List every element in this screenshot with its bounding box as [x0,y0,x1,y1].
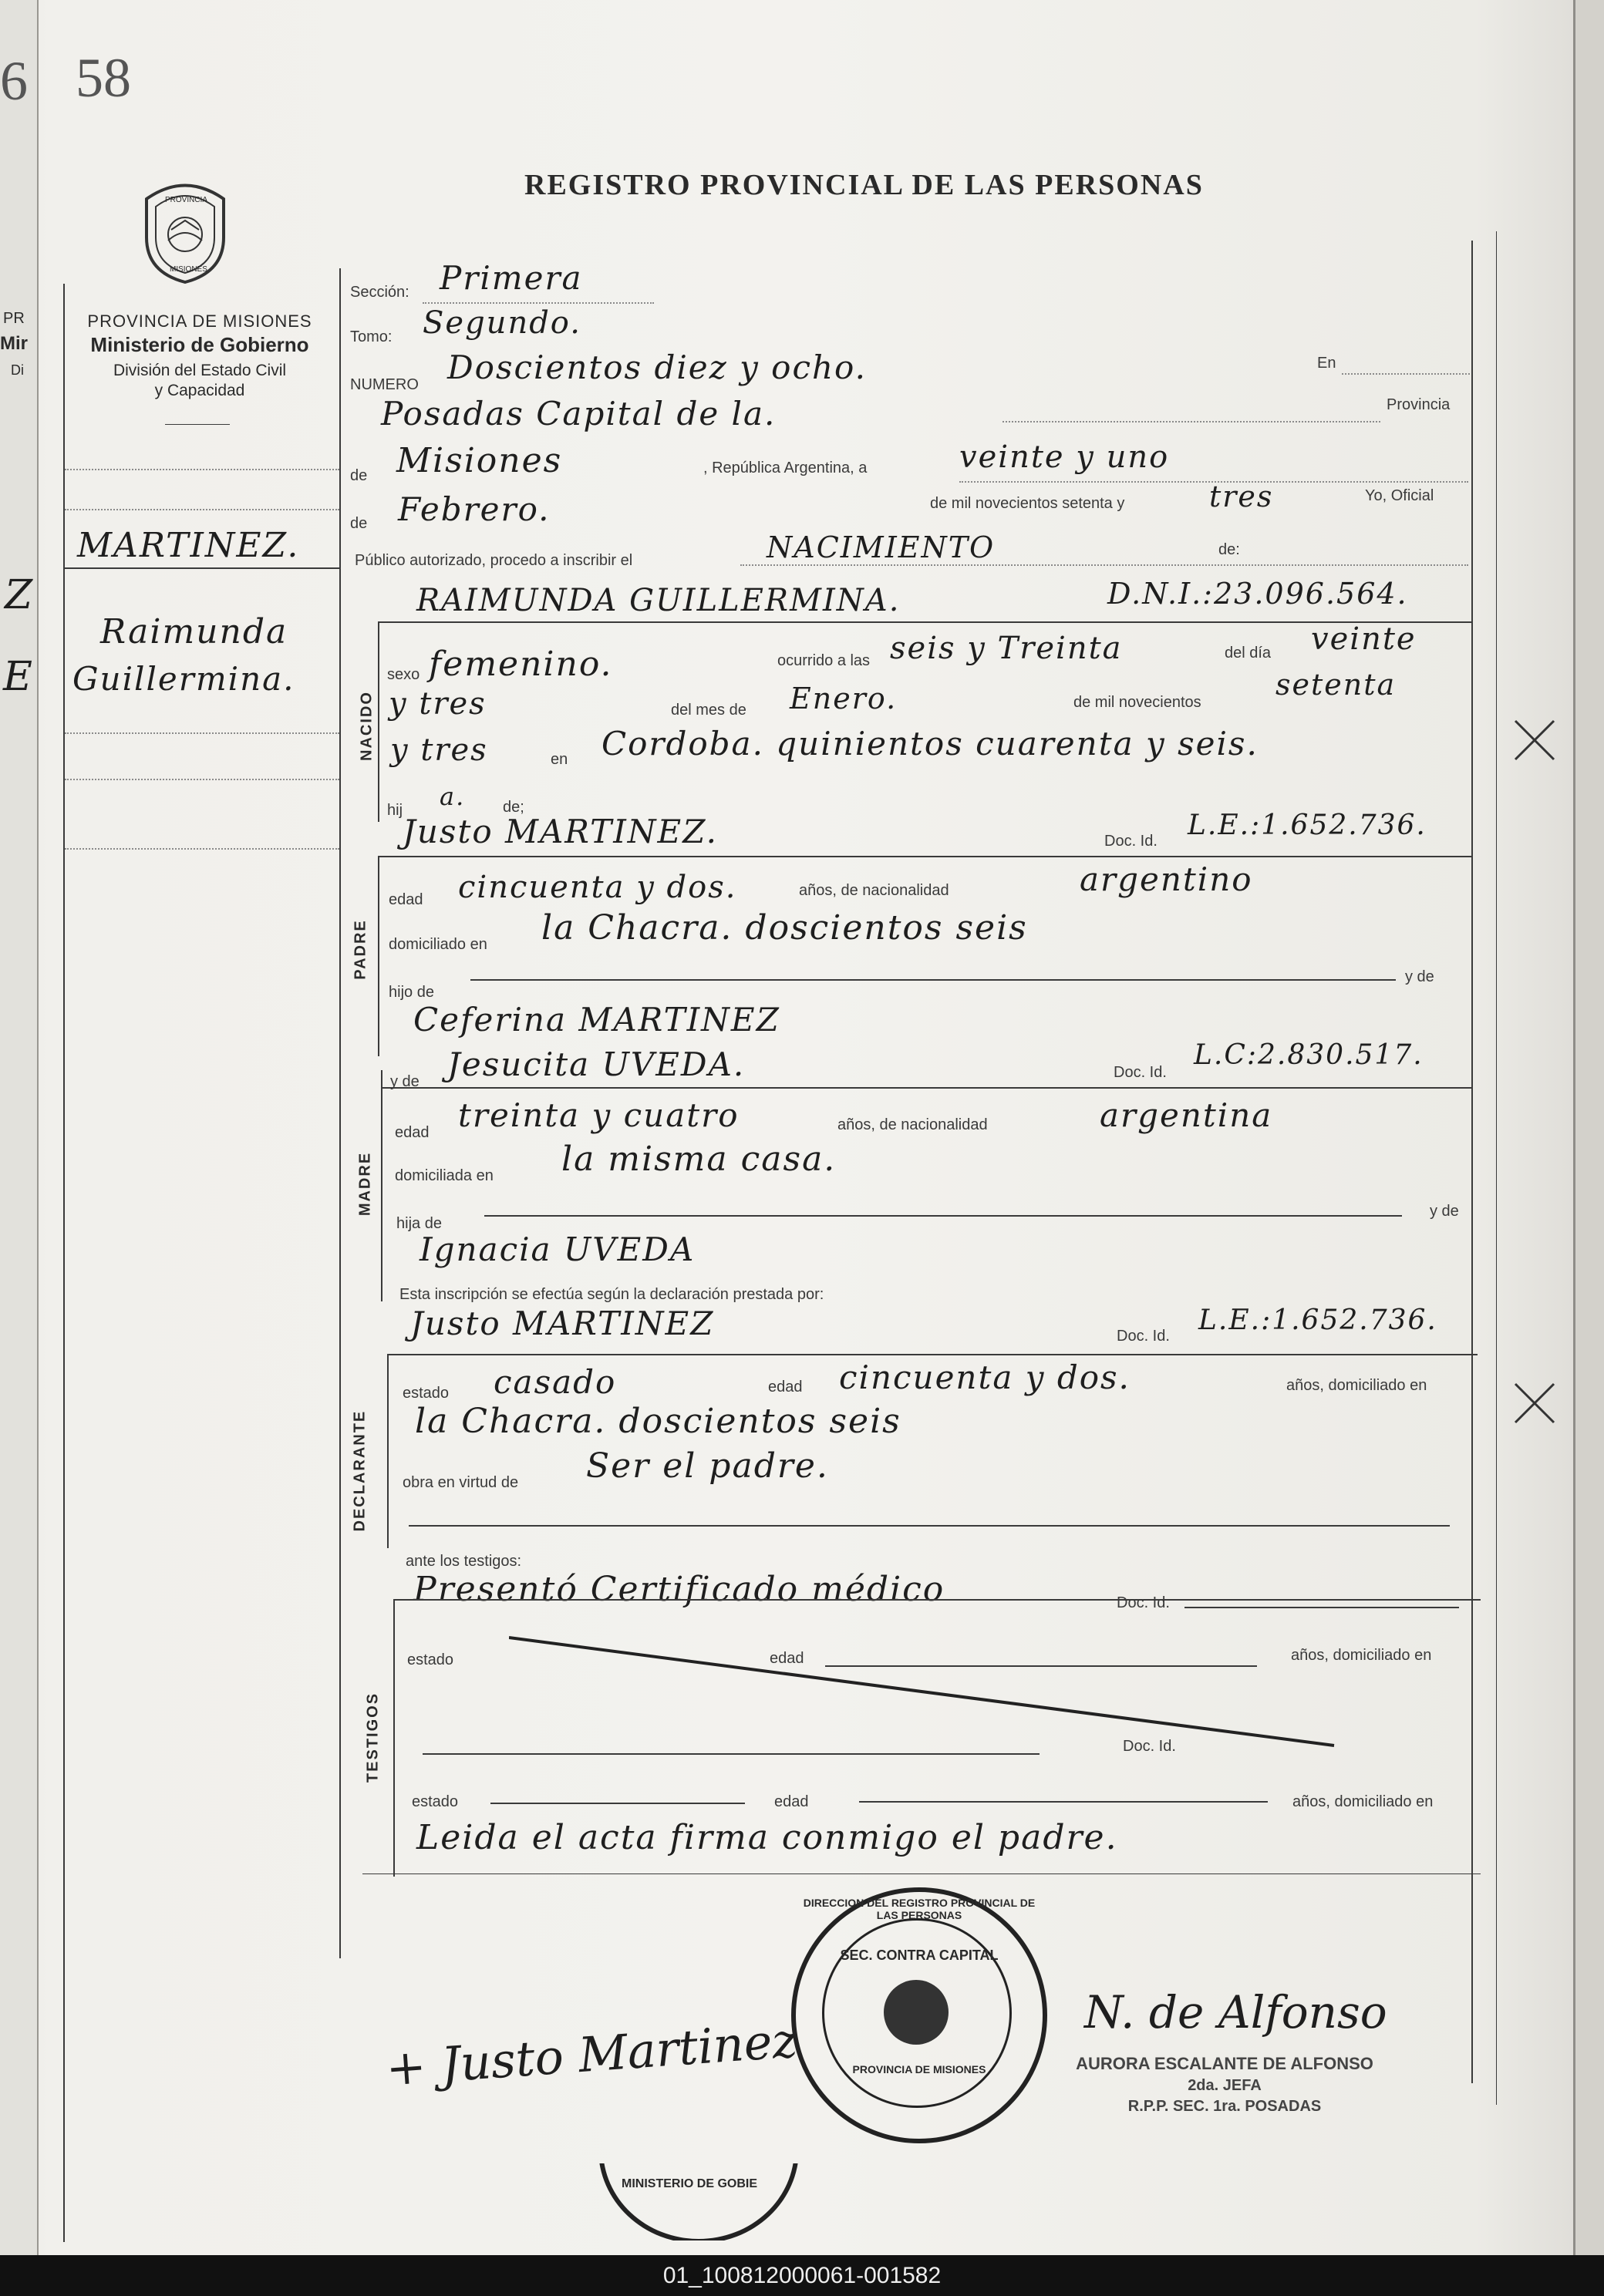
label-anos-domiciliado: años, domiciliado en [1291,1647,1432,1664]
label-de: de [350,467,368,484]
label-del-dia: del día [1225,645,1272,662]
margin-given-1: Raimunda [100,612,288,651]
margin-dotted-line [65,509,339,510]
entry-padre-nombre: Justo MARTINEZ. [403,813,718,850]
label-doc-id: Doc. Id. [1117,1328,1170,1345]
label-de-mil-novecientos: de mil novecientos [1073,694,1201,711]
margin-dotted-line [65,732,339,734]
entry-anio-acta: tres [1209,480,1274,513]
staple-mark-icon [1511,717,1558,763]
oficial-signature: N. de Alfonso [1084,1986,1387,2038]
entry-acto: NACIMIENTO [767,530,996,564]
agency-division: División del Estado Civil [113,362,287,379]
oficial-stamp-office: R.P.P. SEC. 1ra. POSADAS [1127,2098,1322,2115]
testigos-box-left [393,1599,395,1877]
label-anos-domiciliado: años, domiciliado en [1292,1793,1434,1810]
testigos-top-line [393,1599,1481,1601]
label-hij: hij [387,802,403,819]
label-y-de: y de [1430,1203,1459,1220]
label-hija-de: hija de [396,1215,442,1232]
left-page-fragment: Mir [0,333,28,354]
label-anos-domiciliado: años, domiciliado en [1286,1377,1427,1394]
label-republica: , República Argentina, a [703,460,868,476]
blank-line [409,1525,1450,1527]
label-doc-id: Doc. Id. [1104,833,1158,850]
label-domiciliado-en: domiciliado en [389,936,487,953]
margin-given-2: Guillermina. [72,660,295,698]
blank-line [490,1803,745,1804]
left-page-fragment: E [3,654,34,700]
label-publico: Público autorizado, procedo a inscribir el [355,552,633,569]
entry-lugar-nac: Cordoba. quinientos cuarenta y seis. [602,725,1259,763]
entry-madre-nombre: Jesucita UVEDA. [447,1045,746,1083]
bottom-stamp-text: MINISTERIO DE GOBIE [622,2177,758,2190]
declarante-top-line [387,1354,1478,1355]
entry-madre-edad: treinta y cuatro [458,1096,740,1134]
entry-madre-dom: la misma casa. [561,1140,837,1179]
label-edad: edad [768,1379,803,1395]
nacido-box-left [378,621,379,822]
label-en: en [551,751,568,768]
blank-line [470,979,1396,981]
form-right-border [1471,241,1473,2083]
stamp-ring-text: DIRECCION DEL REGISTRO PROVINCIAL DE LAS PERSONAS [803,1897,1036,1921]
label-numero: NUMERO [350,376,419,393]
label-de: de [350,515,368,532]
agency-ministry: Ministerio de Gobierno [90,333,309,356]
entry-mes-nac: Enero. [790,682,898,715]
label-y-de: y de [390,1073,420,1090]
left-page-fragment: Di [11,362,24,378]
seal-ring-top: PROVINCIA [165,196,208,204]
entry-decl-estado: casado [494,1363,617,1401]
label-anos-nacionalidad: años, de nacionalidad [799,882,949,899]
left-margin-border [63,284,65,2242]
entry-padre-doc: L.E.:1.652.736. [1188,810,1427,841]
entry-dia-nac-2: y tres [389,686,487,722]
blank-line [859,1801,1268,1803]
form-left-border [339,268,341,1958]
oficial-stamp-name: AURORA ESCALANTE DE ALFONSO [1076,2054,1373,2073]
entry-padre-edad: cincuenta y dos. [458,870,737,905]
left-page-fragment: PR [3,310,25,327]
oficial-stamp-title: 2da. JEFA [1188,2077,1262,2094]
label-doc-id: Doc. Id. [1114,1064,1167,1081]
entry-decl-doc: L.E.:1.652.736. [1198,1305,1437,1336]
madre-box-left [381,1070,382,1301]
section-nacido: NACIDO [358,691,376,761]
entry-madre-abuela: Ignacia UVEDA [420,1230,696,1268]
entry-sexo: femenino. [429,645,613,684]
entry-provincia: Misiones [396,441,563,480]
label-ante-testigos: ante los testigos: [406,1553,522,1570]
bottom-stamp-icon [598,2163,799,2240]
label-del-mes: del mes de [671,702,746,719]
section-declarante: DECLARANTE [351,1409,369,1532]
label-anos-nacionalidad: años, de nacionalidad [837,1116,988,1133]
right-page-edge [1573,0,1604,2255]
official-stamp-icon [791,1887,1047,2143]
entry-padre-abuela: Ceferina MARTINEZ [413,1001,780,1039]
declarante-signature: + Justo Martinez [384,2012,800,2097]
agency-block [65,311,335,400]
entry-numero: Doscientos diez y ocho. [447,348,867,386]
margin-dotted-line [65,469,339,470]
agency-province: PROVINCIA DE MISIONES [87,311,312,331]
entry-cierre: Leida el acta firma conmigo el padre. [416,1818,1118,1857]
stamp-inner-top: SEC. CONTRA CAPITAL [840,1948,999,1963]
margin-surname-line [65,567,339,569]
dotted-line [1002,421,1380,423]
label-en: En [1317,355,1336,372]
label-estado: estado [403,1385,450,1402]
left-page-number: 6 [0,50,28,112]
label-edad: edad [774,1793,809,1810]
label-de: de; [503,799,524,816]
stamp-inner-bottom: PROVINCIA DE MISIONES [852,2063,986,2075]
entry-mes-acta: Febrero. [398,490,551,528]
label-estado: estado [412,1793,459,1810]
label-estado: estado [407,1651,454,1668]
page-title: REGISTRO PROVINCIAL DE LAS PERSONAS [524,169,1204,201]
agency-underline [165,424,230,425]
entry-padre-nac: argentino [1080,860,1253,898]
label-hijo-de: hijo de [389,984,434,1001]
label-provincia: Provincia [1387,396,1451,413]
entry-padre-dom: la Chacra. doscientos seis [541,908,1028,948]
seal-ring-bottom: MISIONES [170,265,207,274]
entry-madre-doc: L.C:2.830.517. [1194,1039,1424,1071]
dotted-line [423,302,654,304]
agency-capacity: y Capacidad [154,382,245,399]
entry-hora: seis y Treinta [890,631,1123,666]
provincia-misiones-seal-icon [139,176,231,284]
label-mil-novecientos: de mil novecientos setenta y [930,495,1125,512]
section-padre: PADRE [352,919,369,980]
left-page-fragment: Z [5,572,35,618]
label-edad: edad [389,891,423,908]
margin-surname: MARTINEZ. [77,526,300,565]
label-seccion: Sección: [350,284,409,301]
staple-mark-icon [1511,1380,1558,1426]
page-number: 58 [76,47,131,109]
entry-decl-virtud: Ser el padre. [586,1446,829,1486]
section-madre: MADRE [356,1151,374,1217]
label-esta-inscripcion: Esta inscripción se efectúa según la declaración prestada por: [399,1286,824,1303]
padre-top-line [378,856,1471,857]
outer-right-border [1496,231,1497,2105]
image-id-footer: 01_100812000061-001582 [0,2255,1604,2296]
margin-dotted-line [65,848,339,850]
label-yo-oficial: Yo, Oficial [1365,487,1434,504]
entry-testigos-nota: Presentó Certificado médico [413,1570,945,1609]
closing-line [362,1873,1481,1874]
madre-top-line [381,1087,1471,1089]
nacido-top-line [378,621,1471,623]
entry-seccion: Primera [440,259,583,297]
blank-line [1184,1607,1459,1608]
entry-decl-nombre: Justo MARTINEZ [410,1305,715,1342]
cancel-stroke [509,1630,1342,1753]
label-ocurrido: ocurrido a las [777,652,871,669]
label-de: de: [1218,541,1240,558]
label-doc-id: Doc. Id. [1117,1594,1170,1611]
label-domiciliada-en: domiciliada en [395,1167,494,1184]
entry-madre-nac: argentina [1100,1096,1273,1134]
dotted-line [740,564,1468,566]
entry-dia-nac-1: veinte [1311,621,1417,657]
entry-nombre: RAIMUNDA GUILLERMINA. [416,583,901,618]
label-obra-virtud: obra en virtud de [403,1474,519,1491]
entry-decl-edad: cincuenta y dos. [839,1358,1131,1396]
label-edad: edad [770,1650,804,1667]
label-tomo: Tomo: [350,328,393,345]
entry-hij-suffix: a. [440,782,466,811]
label-edad: edad [395,1124,430,1141]
dotted-line [1342,373,1470,375]
entry-lugar: Posadas Capital de la. [381,395,777,433]
entry-decl-dom: la Chacra. doscientos seis [415,1402,901,1441]
entry-dni: D.N.I.:23.096.564. [1107,577,1408,611]
section-testigos: TESTIGOS [364,1692,382,1783]
declarante-box-left [387,1354,389,1548]
entry-anio-nac-1: setenta [1275,668,1397,702]
entry-anio-nac-2: y tres [390,732,488,768]
margin-dotted-line [65,779,339,780]
oficial-stamp [1070,2054,1379,2116]
entry-tomo: Segundo. [423,305,581,341]
blank-line [484,1215,1402,1217]
padre-box-left [378,856,379,1056]
label-doc-id: Doc. Id. [1123,1738,1176,1755]
label-sexo: sexo [387,666,420,683]
label-y-de: y de [1405,968,1434,985]
blank-line [423,1753,1040,1755]
entry-dia-acta: veinte y uno [959,439,1170,475]
